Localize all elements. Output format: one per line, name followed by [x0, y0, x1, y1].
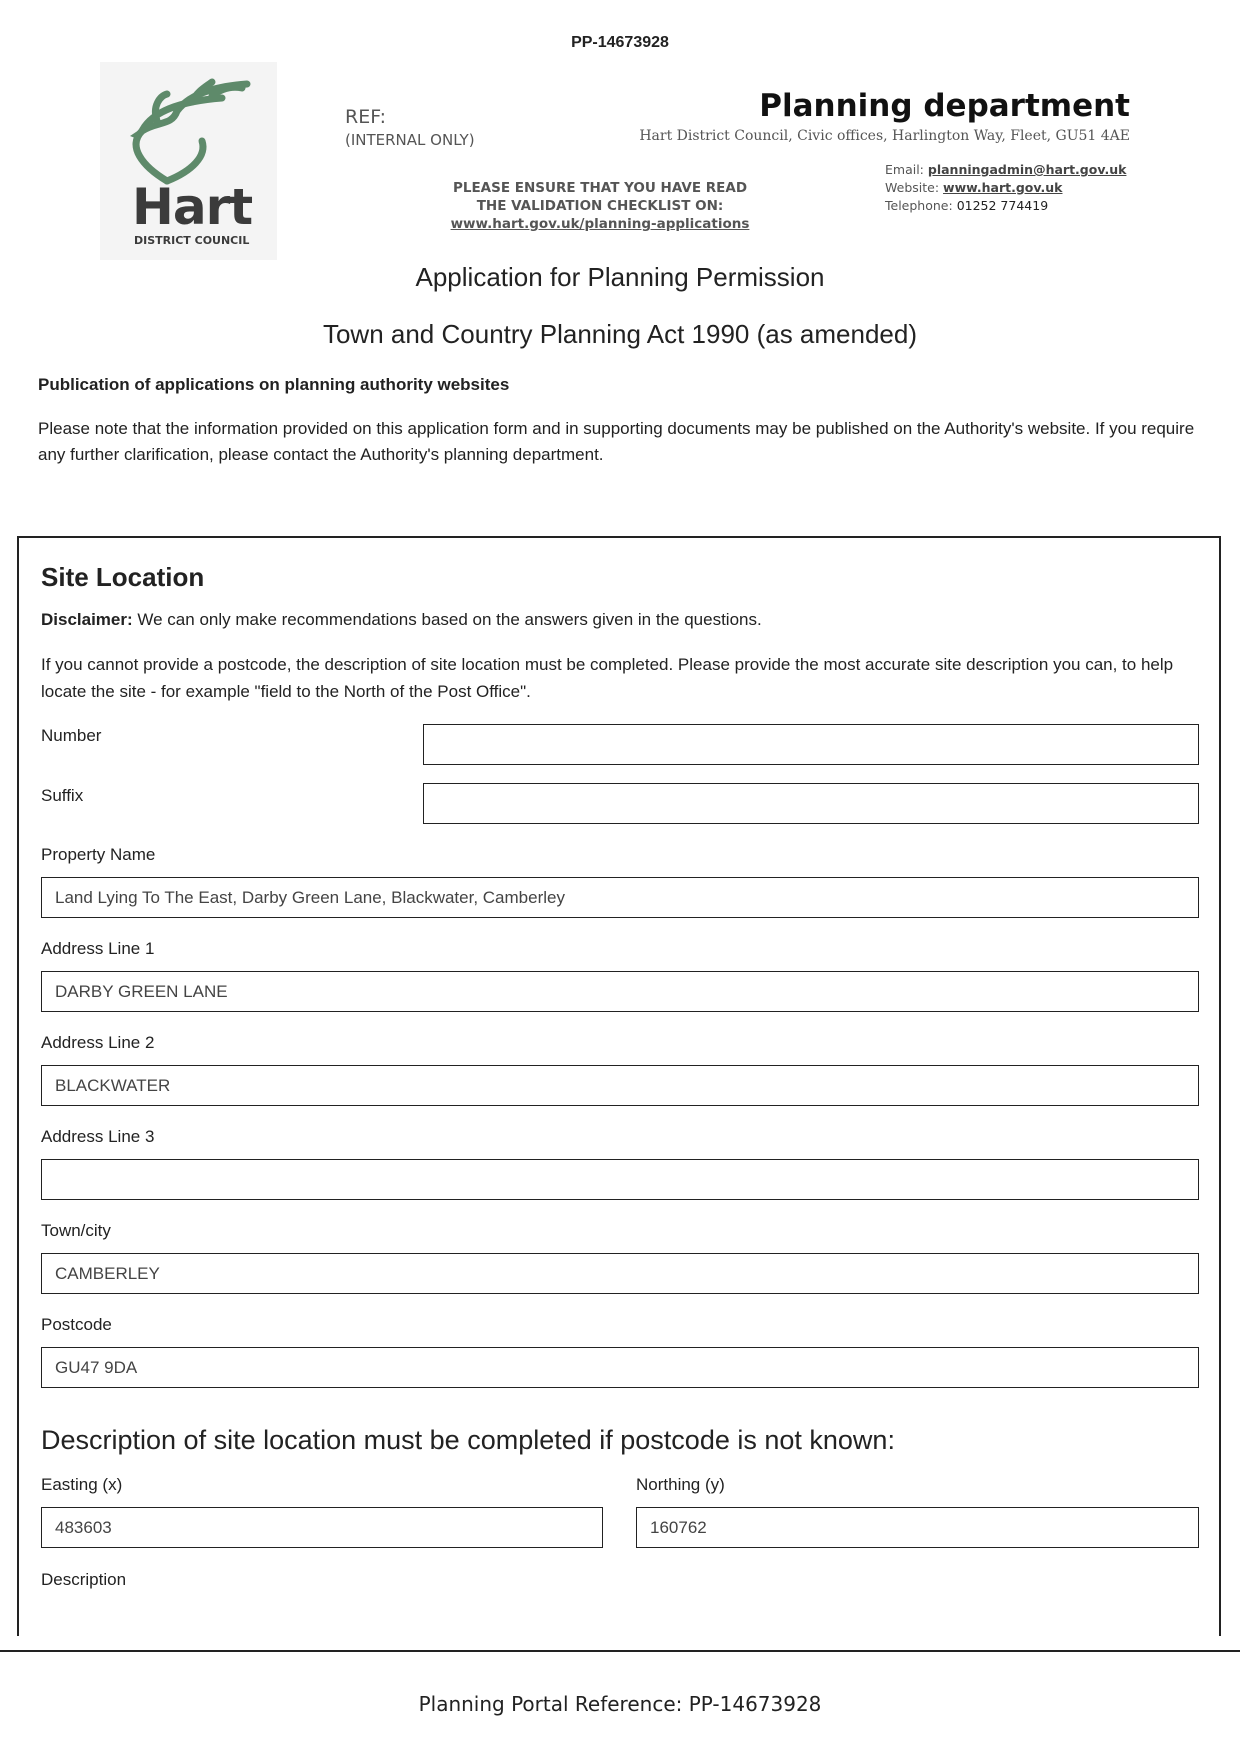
easting-field[interactable]: 483603 [41, 1507, 603, 1548]
ref-label: REF: [345, 106, 387, 128]
description-heading: Description of site location must be completed if postcode is not known: [41, 1425, 895, 1455]
council-logo [100, 62, 277, 260]
address-line-3-field[interactable] [41, 1159, 1199, 1200]
email-label: Email: [885, 162, 924, 177]
email-row [885, 161, 1126, 179]
address-line-2-field[interactable]: BLACKWATER [41, 1065, 1199, 1106]
address-line-1-label: Address Line 1 [41, 939, 155, 958]
page-reference: PP-14673928 [571, 34, 669, 51]
telephone-label: Telephone: [885, 198, 953, 213]
property-name-label: Property Name [41, 845, 156, 864]
telephone-row [885, 197, 1126, 215]
site-help-text: If you cannot provide a postcode, the description of site location must be completed. Please provide the most accurate site description you can, to help locate the site - for example "field to the North of the Post Office". [41, 655, 1174, 701]
ref-note: (INTERNAL ONLY) [345, 131, 475, 149]
address-line-1-field[interactable]: DARBY GREEN LANE [41, 971, 1199, 1012]
disclaimer-text: We can only make recommendations based on the answers given in the questions. [132, 610, 762, 629]
number-field[interactable] [423, 724, 1199, 765]
website-label: Website: [885, 180, 940, 195]
town-label: Town/city [41, 1221, 111, 1240]
department-address: Hart District Council, Civic offices, Harlington Way, Fleet, GU51 4AE [639, 128, 1130, 144]
publication-heading: Publication of applications on planning authority websites [38, 375, 510, 394]
northing-label: Northing (y) [636, 1475, 725, 1494]
disclaimer [41, 610, 762, 630]
property-name-field[interactable]: Land Lying To The East, Darby Green Lane, Blackwater, Camberley [41, 877, 1199, 918]
act-title: Town and Country Planning Act 1990 (as amended) [322, 319, 918, 349]
notice-line-2: THE VALIDATION CHECKLIST ON: [476, 198, 724, 214]
website-row [885, 179, 1126, 197]
description-label: Description [41, 1570, 127, 1589]
address-line-2-label: Address Line 2 [41, 1033, 155, 1052]
postcode-label: Postcode [41, 1315, 112, 1334]
suffix-label: Suffix [41, 786, 84, 805]
department-title: Planning department [759, 88, 1130, 124]
page-divider [0, 1650, 1240, 1652]
address-line-3-label: Address Line 3 [41, 1127, 155, 1146]
stag-antler-icon [112, 76, 262, 186]
telephone-number: 01252 774419 [956, 198, 1049, 213]
disclaimer-label: Disclaimer: [41, 610, 133, 629]
logo-wordmark: Hart [132, 178, 253, 236]
logo-subtitle: DISTRICT COUNCIL [134, 234, 250, 247]
validation-notice [420, 179, 780, 233]
email-link[interactable]: planningadmin@hart.gov.uk [927, 162, 1127, 177]
easting-label: Easting (x) [41, 1475, 123, 1494]
northing-field[interactable]: 160762 [636, 1507, 1199, 1548]
suffix-field[interactable] [423, 783, 1199, 824]
application-title: Application for Planning Permission [415, 262, 825, 292]
town-field[interactable]: CAMBERLEY [41, 1253, 1199, 1294]
contact-details [885, 161, 1126, 215]
postcode-field[interactable]: GU47 9DA [41, 1347, 1199, 1388]
notice-line-1: PLEASE ENSURE THAT YOU HAVE READ [452, 180, 748, 196]
website-link[interactable]: www.hart.gov.uk [943, 180, 1063, 195]
validation-checklist-link[interactable]: www.hart.gov.uk/planning-applications [450, 216, 750, 232]
number-label: Number [41, 726, 102, 745]
footer-reference: Planning Portal Reference: PP-14673928 [418, 1692, 822, 1716]
section-title: Site Location [41, 562, 205, 592]
publication-body: Please note that the information provided on this application form and in supporting documents may be published on the Authority's website. If you require any further clarification, please contact the Authority's planning department. [38, 419, 1195, 464]
